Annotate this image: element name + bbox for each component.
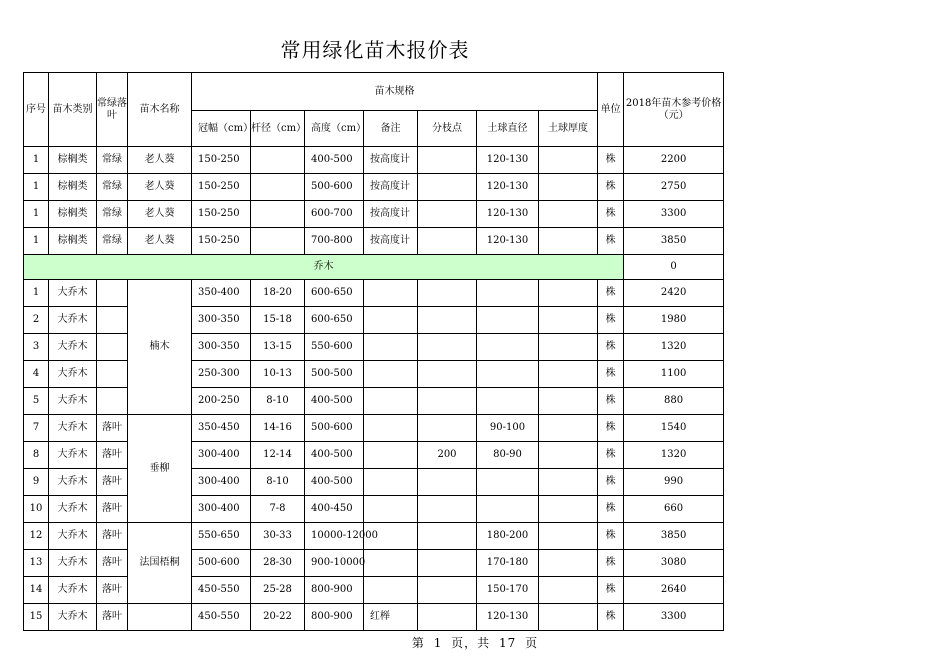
evergreen-cell: 常绿 xyxy=(97,174,128,201)
unit-cell: 株 xyxy=(598,280,624,307)
crown-cell: 300-400 xyxy=(192,442,251,469)
crown-cell: 550-650 xyxy=(192,523,251,550)
height-cell: 600-650 xyxy=(305,307,364,334)
ball-diameter-cell: 120-130 xyxy=(477,201,539,228)
section-row xyxy=(24,255,724,280)
evergreen-cell: 落叶 xyxy=(97,523,128,550)
seq-cell: 2 xyxy=(24,307,49,334)
section-value: 0 xyxy=(624,255,724,280)
price-cell: 3850 xyxy=(624,523,724,550)
unit-cell: 株 xyxy=(598,228,624,255)
note-cell xyxy=(364,442,418,469)
unit-cell: 株 xyxy=(598,307,624,334)
seq-cell: 10 xyxy=(24,496,49,523)
group-wutong: 法国梧桐 xyxy=(128,523,192,604)
seq-cell: 12 xyxy=(24,523,49,550)
unit-cell: 株 xyxy=(598,442,624,469)
tree-row xyxy=(24,604,724,631)
header-crown: 冠幅（cm） xyxy=(192,111,251,147)
trunk-cell xyxy=(251,174,305,201)
trunk-cell: 8-10 xyxy=(251,388,305,415)
ball-diameter-cell xyxy=(477,334,539,361)
unit-cell: 株 xyxy=(598,604,624,631)
branch-cell xyxy=(418,334,477,361)
ball-diameter-cell xyxy=(477,388,539,415)
header-price: 2018年苗木参考价格（元） xyxy=(624,73,724,147)
header-name: 苗木名称 xyxy=(128,73,192,147)
header-evergreen: 常绿落叶 xyxy=(97,73,128,147)
footer-page: 1 xyxy=(433,636,443,650)
height-cell: 500-500 xyxy=(305,361,364,388)
header-category: 苗木类别 xyxy=(49,73,97,147)
ball-thickness-cell xyxy=(539,550,598,577)
price-cell: 1320 xyxy=(624,334,724,361)
seq-cell: 3 xyxy=(24,334,49,361)
price-cell: 3080 xyxy=(624,550,724,577)
height-cell: 800-900 xyxy=(305,577,364,604)
ball-diameter-cell: 120-130 xyxy=(477,147,539,174)
seq-cell: 7 xyxy=(24,415,49,442)
branch-cell xyxy=(418,415,477,442)
ball-thickness-cell xyxy=(539,496,598,523)
branch-cell xyxy=(418,550,477,577)
evergreen-cell xyxy=(97,334,128,361)
ball-thickness-cell xyxy=(539,469,598,496)
height-cell: 400-500 xyxy=(305,442,364,469)
group-chuiliu: 垂柳 xyxy=(128,415,192,523)
evergreen-cell: 落叶 xyxy=(97,442,128,469)
crown-cell: 300-350 xyxy=(192,307,251,334)
evergreen-cell: 落叶 xyxy=(97,415,128,442)
category-cell: 大乔木 xyxy=(49,361,97,388)
price-cell: 2750 xyxy=(624,174,724,201)
crown-cell: 300-350 xyxy=(192,334,251,361)
price-cell: 660 xyxy=(624,496,724,523)
height-cell: 600-650 xyxy=(305,280,364,307)
height-cell: 550-600 xyxy=(305,334,364,361)
category-cell: 大乔木 xyxy=(49,388,97,415)
trunk-cell: 15-18 xyxy=(251,307,305,334)
note-cell xyxy=(364,361,418,388)
branch-cell xyxy=(418,604,477,631)
trunk-cell: 8-10 xyxy=(251,469,305,496)
note-cell xyxy=(364,577,418,604)
seq-cell: 9 xyxy=(24,469,49,496)
trunk-cell: 10-13 xyxy=(251,361,305,388)
header-ball-thickness: 土球厚度 xyxy=(539,111,598,147)
price-cell: 1100 xyxy=(624,361,724,388)
ball-thickness-cell xyxy=(539,174,598,201)
crown-cell: 150-250 xyxy=(192,201,251,228)
evergreen-cell: 落叶 xyxy=(97,550,128,577)
tree-row xyxy=(24,415,724,442)
name-cell: 老人葵 xyxy=(128,201,192,228)
unit-cell: 株 xyxy=(598,174,624,201)
category-cell: 大乔木 xyxy=(49,415,97,442)
height-cell: 400-500 xyxy=(305,147,364,174)
seq-cell: 4 xyxy=(24,361,49,388)
trunk-cell: 13-15 xyxy=(251,334,305,361)
seq-cell: 1 xyxy=(24,174,49,201)
trunk-cell: 7-8 xyxy=(251,496,305,523)
seq-cell: 1 xyxy=(24,147,49,174)
height-cell: 10000-12000 xyxy=(305,523,364,550)
height-cell: 500-600 xyxy=(305,174,364,201)
ball-thickness-cell xyxy=(539,577,598,604)
palm-row xyxy=(24,174,724,201)
evergreen-cell: 落叶 xyxy=(97,496,128,523)
crown-cell: 450-550 xyxy=(192,604,251,631)
trunk-cell: 28-30 xyxy=(251,550,305,577)
price-cell: 2420 xyxy=(624,280,724,307)
category-cell: 大乔木 xyxy=(49,550,97,577)
crown-cell: 150-250 xyxy=(192,147,251,174)
ball-thickness-cell xyxy=(539,280,598,307)
branch-cell xyxy=(418,388,477,415)
header-ball-diameter: 土球直径 xyxy=(477,111,539,147)
note-cell xyxy=(364,388,418,415)
evergreen-cell: 常绿 xyxy=(97,147,128,174)
branch-cell xyxy=(418,147,477,174)
name-cell: 老人葵 xyxy=(128,228,192,255)
evergreen-cell: 落叶 xyxy=(97,469,128,496)
tree-row xyxy=(24,523,724,550)
note-cell xyxy=(364,415,418,442)
ball-diameter-cell xyxy=(477,496,539,523)
unit-cell: 株 xyxy=(598,469,624,496)
seq-cell: 1 xyxy=(24,228,49,255)
ball-thickness-cell xyxy=(539,604,598,631)
name-cell: 老人葵 xyxy=(128,174,192,201)
ball-diameter-cell xyxy=(477,307,539,334)
ball-thickness-cell xyxy=(539,442,598,469)
ball-thickness-cell xyxy=(539,523,598,550)
evergreen-cell: 落叶 xyxy=(97,577,128,604)
palm-row xyxy=(24,147,724,174)
header-note: 备注 xyxy=(364,111,418,147)
header-height: 高度（cm） xyxy=(305,111,364,147)
trunk-cell: 18-20 xyxy=(251,280,305,307)
ball-diameter-cell: 120-130 xyxy=(477,228,539,255)
height-cell: 900-10000 xyxy=(305,550,364,577)
ball-thickness-cell xyxy=(539,361,598,388)
tree-row xyxy=(24,280,724,307)
seq-cell: 13 xyxy=(24,550,49,577)
seq-cell: 1 xyxy=(24,280,49,307)
header-spec: 苗木规格 xyxy=(192,73,598,111)
branch-cell xyxy=(418,307,477,334)
category-cell: 大乔木 xyxy=(49,307,97,334)
group-nanmu: 楠木 xyxy=(128,280,192,415)
crown-cell: 150-250 xyxy=(192,174,251,201)
price-cell: 1320 xyxy=(624,442,724,469)
unit-cell: 株 xyxy=(598,334,624,361)
palm-row xyxy=(24,228,724,255)
trunk-cell xyxy=(251,228,305,255)
category-cell: 棕榈类 xyxy=(49,201,97,228)
branch-cell xyxy=(418,228,477,255)
price-table xyxy=(23,72,724,631)
palm-row xyxy=(24,201,724,228)
footer-prefix: 第 xyxy=(411,636,425,650)
branch-cell xyxy=(418,280,477,307)
name-cell: 老人葵 xyxy=(128,147,192,174)
section-label: 乔木 xyxy=(24,255,624,280)
crown-cell: 450-550 xyxy=(192,577,251,604)
branch-cell xyxy=(418,174,477,201)
page-footer xyxy=(0,634,950,651)
ball-diameter-cell: 170-180 xyxy=(477,550,539,577)
category-cell: 大乔木 xyxy=(49,334,97,361)
unit-cell: 株 xyxy=(598,550,624,577)
height-cell: 400-500 xyxy=(305,388,364,415)
ball-diameter-cell: 120-130 xyxy=(477,604,539,631)
price-cell: 1980 xyxy=(624,307,724,334)
note-cell xyxy=(364,550,418,577)
trunk-cell xyxy=(251,147,305,174)
header-branch: 分枝点 xyxy=(418,111,477,147)
price-cell: 990 xyxy=(624,469,724,496)
ball-diameter-cell xyxy=(477,469,539,496)
sheet-title: 常用绿化苗木报价表 xyxy=(280,38,470,62)
ball-thickness-cell xyxy=(539,201,598,228)
category-cell: 棕榈类 xyxy=(49,174,97,201)
evergreen-cell xyxy=(97,280,128,307)
evergreen-cell xyxy=(97,307,128,334)
price-cell: 2200 xyxy=(624,147,724,174)
height-cell: 800-900 xyxy=(305,604,364,631)
height-cell: 600-700 xyxy=(305,201,364,228)
seq-cell: 1 xyxy=(24,201,49,228)
ball-diameter-cell: 150-170 xyxy=(477,577,539,604)
ball-thickness-cell xyxy=(539,388,598,415)
ball-diameter-cell: 90-100 xyxy=(477,415,539,442)
ball-thickness-cell xyxy=(539,334,598,361)
branch-cell xyxy=(418,523,477,550)
crown-cell: 300-400 xyxy=(192,496,251,523)
trunk-cell: 30-33 xyxy=(251,523,305,550)
branch-cell xyxy=(418,469,477,496)
branch-cell xyxy=(418,361,477,388)
note-cell xyxy=(364,334,418,361)
seq-cell: 14 xyxy=(24,577,49,604)
price-cell: 3850 xyxy=(624,228,724,255)
branch-cell xyxy=(418,496,477,523)
ball-thickness-cell xyxy=(539,307,598,334)
ball-diameter-cell: 80-90 xyxy=(477,442,539,469)
note-cell: 红榉 xyxy=(364,604,418,631)
unit-cell: 株 xyxy=(598,415,624,442)
ball-thickness-cell xyxy=(539,147,598,174)
trunk-cell: 12-14 xyxy=(251,442,305,469)
trunk-cell xyxy=(251,201,305,228)
unit-cell: 株 xyxy=(598,147,624,174)
ball-diameter-cell xyxy=(477,361,539,388)
ball-diameter-cell: 180-200 xyxy=(477,523,539,550)
note-cell: 按高度计 xyxy=(364,174,418,201)
crown-cell: 350-450 xyxy=(192,415,251,442)
note-cell xyxy=(364,307,418,334)
evergreen-cell: 常绿 xyxy=(97,228,128,255)
evergreen-cell xyxy=(97,388,128,415)
header-trunk: 杆径（cm） xyxy=(251,111,305,147)
category-cell: 大乔木 xyxy=(49,523,97,550)
height-cell: 500-600 xyxy=(305,415,364,442)
unit-cell: 株 xyxy=(598,523,624,550)
category-cell: 大乔木 xyxy=(49,496,97,523)
category-cell: 棕榈类 xyxy=(49,228,97,255)
ball-thickness-cell xyxy=(539,415,598,442)
price-cell: 1540 xyxy=(624,415,724,442)
header-seq: 序号 xyxy=(24,73,49,147)
footer-mid: 页，共 xyxy=(451,636,491,650)
height-cell: 400-450 xyxy=(305,496,364,523)
note-cell: 按高度计 xyxy=(364,201,418,228)
branch-cell: 200 xyxy=(418,442,477,469)
evergreen-cell xyxy=(97,361,128,388)
note-cell: 按高度计 xyxy=(364,228,418,255)
crown-cell: 300-400 xyxy=(192,469,251,496)
category-cell: 大乔木 xyxy=(49,442,97,469)
crown-cell: 500-600 xyxy=(192,550,251,577)
branch-cell xyxy=(418,577,477,604)
height-cell: 700-800 xyxy=(305,228,364,255)
seq-cell: 15 xyxy=(24,604,49,631)
trunk-cell: 14-16 xyxy=(251,415,305,442)
evergreen-cell: 落叶 xyxy=(97,604,128,631)
category-cell: 大乔木 xyxy=(49,604,97,631)
ball-thickness-cell xyxy=(539,228,598,255)
crown-cell: 350-400 xyxy=(192,280,251,307)
price-cell: 3300 xyxy=(624,201,724,228)
note-cell: 按高度计 xyxy=(364,147,418,174)
name-cell xyxy=(128,604,192,631)
ball-diameter-cell xyxy=(477,280,539,307)
note-cell xyxy=(364,469,418,496)
footer-suffix: 页 xyxy=(525,636,539,650)
unit-cell: 株 xyxy=(598,201,624,228)
seq-cell: 5 xyxy=(24,388,49,415)
category-cell: 大乔木 xyxy=(49,280,97,307)
note-cell xyxy=(364,280,418,307)
crown-cell: 250-300 xyxy=(192,361,251,388)
footer-total: 17 xyxy=(499,636,517,650)
category-cell: 大乔木 xyxy=(49,577,97,604)
trunk-cell: 25-28 xyxy=(251,577,305,604)
header-unit: 单位 xyxy=(598,73,624,147)
header-row xyxy=(24,73,724,111)
crown-cell: 150-250 xyxy=(192,228,251,255)
height-cell: 400-500 xyxy=(305,469,364,496)
unit-cell: 株 xyxy=(598,577,624,604)
unit-cell: 株 xyxy=(598,496,624,523)
price-cell: 3300 xyxy=(624,604,724,631)
unit-cell: 株 xyxy=(598,361,624,388)
branch-cell xyxy=(418,201,477,228)
category-cell: 棕榈类 xyxy=(49,147,97,174)
seq-cell: 8 xyxy=(24,442,49,469)
unit-cell: 株 xyxy=(598,388,624,415)
evergreen-cell: 常绿 xyxy=(97,201,128,228)
note-cell xyxy=(364,496,418,523)
ball-diameter-cell: 120-130 xyxy=(477,174,539,201)
price-cell: 880 xyxy=(624,388,724,415)
trunk-cell: 20-22 xyxy=(251,604,305,631)
price-cell: 2640 xyxy=(624,577,724,604)
crown-cell: 200-250 xyxy=(192,388,251,415)
category-cell: 大乔木 xyxy=(49,469,97,496)
